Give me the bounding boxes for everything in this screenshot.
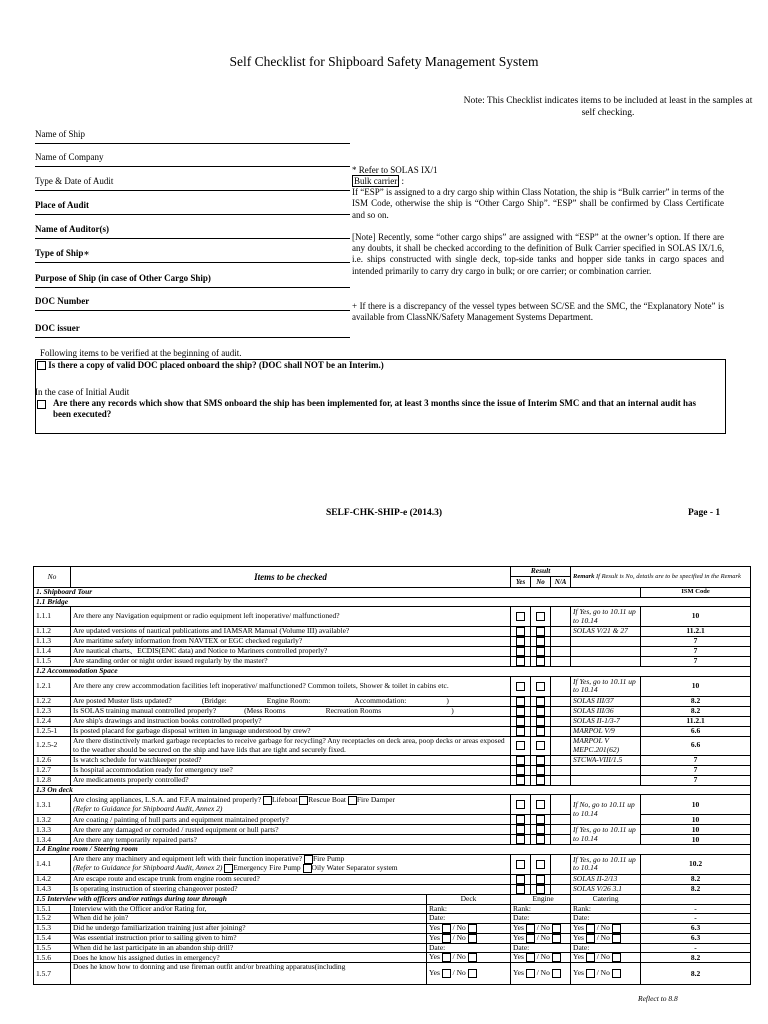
table-row: 1.5.3 Did he undergo familiarization training just after joining? Yes / No Yes / No Yes / No 6.3 — [34, 923, 751, 933]
table-row: 1.1.4 Are nautical charts、ECDIS(ENC data) and Notice to Mariners controlled properly? 7 — [34, 647, 751, 657]
yes-checkbox[interactable] — [516, 717, 525, 726]
no-checkbox[interactable] — [536, 815, 545, 824]
header-no: No — [34, 567, 71, 588]
field-place-of-audit[interactable]: Place of Audit — [35, 200, 350, 215]
table-row: 1.3.2 Are coating / painting of hull parts and equipment maintained properly? 10 — [34, 815, 751, 825]
field-name-of-auditors[interactable]: Name of Auditor(s) — [35, 224, 350, 239]
yes-checkbox[interactable] — [516, 815, 525, 824]
deck-no-checkbox[interactable] — [468, 934, 477, 943]
yes-checkbox[interactable] — [516, 612, 525, 621]
section-engine-room: 1.4 Engine room / Steering room — [34, 845, 751, 855]
no-checkbox[interactable] — [536, 756, 545, 765]
no-checkbox[interactable] — [536, 825, 545, 834]
catering-no-checkbox[interactable] — [612, 969, 621, 978]
section-on-deck: 1.3 On deck — [34, 785, 751, 795]
engine-yes-checkbox[interactable] — [526, 953, 535, 962]
initial-audit-label: In the case of Initial Audit — [35, 387, 130, 397]
refer-solas-note: * Refer to SOLAS IX/1 — [352, 165, 438, 175]
yes-checkbox[interactable] — [516, 800, 525, 809]
table-row: 1.4.1 Are there any machinery and equipment left with their function inoperative? Fire Pump (Refer to Guidance for Shipboard Audit, Annex 2) Emergency Fire Pump Oily Water Separator system If Yes, go to 10.11 up to 10.14 10.2 — [34, 854, 751, 874]
table-row: 1.4.3 Is operating instruction of steering changeover posted? SOLAS V/26 3.1 8.2 — [34, 884, 751, 894]
header-yes: Yes — [511, 576, 531, 587]
table-row: 1.3.4 Are there any temporarily repaired parts? 10 — [34, 835, 751, 845]
discrepancy-note: + If there is a discrepancy of the vessel types between SC/SE and the SMC, the “Explanatory Note” is available from ClassNK/Safety Management Systems Department. — [352, 301, 724, 323]
table-row: 1.5.4 Was essential instruction prior to sailing given to him? Yes / No Yes / No Yes / No 6.3 — [34, 933, 751, 943]
section-bridge: 1.1 Bridge — [34, 597, 751, 607]
catering-yes-checkbox[interactable] — [586, 934, 595, 943]
catering-yes-checkbox[interactable] — [586, 969, 595, 978]
bulk-carrier-text: If “ESP” is assigned to a dry cargo ship within Class Notation, the ship is “Bulk carrier” in terms of the ISM Code, otherwise the ship is “Other Cargo Ship”. “ESP” shall be confirmed by Class Certificate and so on. — [352, 187, 725, 220]
section-accommodation: 1.2 Accommodation Space — [34, 667, 751, 677]
header-remark: Remark If Result is No, details are to be specified in the Remark — [571, 567, 751, 588]
catering-no-checkbox[interactable] — [612, 924, 621, 933]
engine-no-checkbox[interactable] — [552, 934, 561, 943]
field-doc-number[interactable]: DOC Number — [35, 296, 350, 311]
table-row: 1.1.3 Are maritime safety information from NAVTEX or EGC checked regularly? 7 — [34, 637, 751, 647]
deck-no-checkbox[interactable] — [468, 924, 477, 933]
yes-checkbox[interactable] — [516, 825, 525, 834]
doc-copy-checkbox[interactable] — [37, 361, 46, 370]
lifeboat-checkbox[interactable] — [263, 796, 272, 805]
table-row: 1.1.5 Are standing order or night order issued regularly by the master? 7 — [34, 657, 751, 667]
deck-no-checkbox[interactable] — [468, 969, 477, 978]
header-items: Items to be checked — [71, 567, 511, 588]
no-checkbox[interactable] — [536, 697, 545, 706]
no-checkbox[interactable] — [536, 627, 545, 636]
table-row: 1.2.6 Is watch schedule for watchkeeper posted? STCWA-VIII/1.5 7 — [34, 755, 751, 765]
yes-checkbox[interactable] — [516, 885, 525, 894]
yes-checkbox[interactable] — [516, 727, 525, 736]
checklist-note: Note: This Checklist indicates items to be included at least in the samples at self checking. — [463, 96, 753, 118]
yes-checkbox[interactable] — [516, 697, 525, 706]
yes-checkbox[interactable] — [516, 682, 525, 691]
catering-no-checkbox[interactable] — [612, 934, 621, 943]
table-row: 1.2.3 Is SOLAS training manual controlled properly? (Mess Rooms Recreation Rooms ) SOLAS III/36 8.2 — [34, 706, 751, 716]
no-checkbox[interactable] — [536, 875, 545, 884]
engine-yes-checkbox[interactable] — [526, 924, 535, 933]
table-row: 1.2.5-1 Is posted placard for garbage disposal written in language understood by crew? MARPOL V/9 6.6 — [34, 726, 751, 736]
yes-checkbox[interactable] — [516, 875, 525, 884]
deck-yes-checkbox[interactable] — [442, 924, 451, 933]
table-row: 1.5.7 Does he know how to donning and use fireman outfit and/or breathing apparatus(including Yes / No Yes / No Yes / No 8.2 — [34, 963, 751, 985]
table-row: 1.2.5-2 Are there distinctively marked garbage receptacles to receive garbage for recycling? Any receptacles on deck area, poop decks or areas exposed to the weather should be secured on the ship and have lids that are tight and securely fixed. MARPOL V MEPC.201(62) 6.6 — [34, 736, 751, 755]
no-checkbox[interactable] — [536, 766, 545, 775]
field-type-date-of-audit[interactable]: Type & Date of Audit — [35, 176, 350, 191]
table-row: 1.5.2 When did he join? Date: Date: Date: - — [34, 914, 751, 924]
page-number: Page - 1 — [688, 508, 721, 518]
no-checkbox[interactable] — [536, 835, 545, 844]
yes-checkbox[interactable] — [516, 835, 525, 844]
table-row: 1.5.5 When did he last participate in an abandon ship drill? Date: Date: Date: - — [34, 943, 751, 953]
yes-checkbox[interactable] — [516, 766, 525, 775]
header-result: Result — [511, 567, 571, 577]
table-row: 1.3.1 Are closing appliances, L.S.A. and F.F.A maintained properly? Lifeboat Rescue Boat Fire Damper (Refer to Guidance for Shipboard Audit, Annex 2) If No, go to 10.11 up to 10.14 10 — [34, 795, 751, 815]
header-na: N/A — [551, 576, 571, 587]
no-checkbox[interactable] — [536, 800, 545, 809]
no-checkbox[interactable] — [536, 707, 545, 716]
bulk-carrier-label: Bulk carrier — [354, 176, 398, 186]
reflect-note: Reflect to 8.8 — [638, 994, 678, 1003]
field-name-of-company[interactable]: Name of Company — [35, 152, 350, 167]
no-checkbox[interactable] — [536, 727, 545, 736]
bulk-carrier-note: Bulk carrier : If “ESP” is assigned to a dry cargo ship within Class Notation, the ship is “Bulk carrier” in terms of the ISM Code, otherwise the ship is “Other Cargo Ship”. “ESP” shall be confirmed by Class Certificate and so on. — [352, 176, 725, 220]
table-row: 1.4.2 Are escape route and escape trunk from engine room secured? SOLAS II-2/13 8.2 — [34, 874, 751, 884]
no-checkbox[interactable] — [536, 637, 545, 646]
table-row: 1.2.7 Is hospital accommodation ready for emergency use? 7 — [34, 765, 751, 775]
engine-yes-checkbox[interactable] — [526, 934, 535, 943]
yes-checkbox[interactable] — [516, 776, 525, 785]
engine-no-checkbox[interactable] — [552, 924, 561, 933]
no-checkbox[interactable] — [536, 776, 545, 785]
yes-checkbox[interactable] — [516, 637, 525, 646]
table-row: 1.5.1 Interview with the Officer and/or Rating for, Rank: Rank: Rank: - — [34, 904, 751, 914]
table-row: 1.5.6 Does he know his assigned duties in emergency? Yes / No Yes / No Yes / No 8.2 — [34, 953, 751, 963]
catering-yes-checkbox[interactable] — [586, 924, 595, 933]
table-row: 1.2.2 Are posted Muster lists updated? (Bridge: Engine Room: Accommodation: ) SOLAS III/37 8.2 — [34, 696, 751, 706]
recent-note: [Note] Recently, some “other cargo ships” are assigned with “ESP” at the owner’s option. If there are any doubts, it shall be checked according to the definition of Bulk Carrier specified in SOLAS IX/1.6, i.e. ships constructed with single deck, top-side tanks and hopper side tanks in cargo spaces and intended primarily to carry dry cargo in bulk; or ore carrier; or combination carrier. — [352, 232, 724, 276]
yes-checkbox[interactable] — [516, 860, 525, 869]
table-row: 1.2.4 Are ship's drawings and instruction books controlled properly? SOLAS II-1/3-7 11.2.1 — [34, 716, 751, 726]
catering-yes-checkbox[interactable] — [586, 953, 595, 962]
engine-no-checkbox[interactable] — [552, 969, 561, 978]
sms-records-checkbox[interactable] — [37, 400, 46, 409]
yes-checkbox[interactable] — [516, 647, 525, 656]
no-checkbox[interactable] — [536, 612, 545, 621]
catering-no-checkbox[interactable] — [612, 953, 621, 962]
no-checkbox[interactable] — [536, 682, 545, 691]
yes-checkbox[interactable] — [516, 657, 525, 666]
field-type-of-ship[interactable]: Type of Ship∗ — [35, 248, 350, 263]
ism-code-header: ISM Code — [641, 588, 751, 598]
deck-yes-checkbox[interactable] — [442, 934, 451, 943]
no-checkbox[interactable] — [536, 885, 545, 894]
yes-checkbox[interactable] — [516, 741, 525, 750]
form-code: SELF-CHK-SHIP-e (2014.3) — [325, 508, 443, 518]
yes-checkbox[interactable] — [516, 756, 525, 765]
sms-records-question: Are there any records which show that SMS onboard the ship has been implemented for, at least 3 months since the issue of Interim SMC and that an internal audit has been executed? — [53, 398, 696, 419]
no-checkbox[interactable] — [536, 717, 545, 726]
no-checkbox[interactable] — [536, 657, 545, 666]
table-row: 1.1.1 Are there any Navigation equipment or radio equipment left inoperative/ malfunctioned? If Yes, go to 10.11 up to 10.14 10 — [34, 607, 751, 627]
page-title: Self Checklist for Shipboard Safety Management System — [229, 54, 539, 69]
interview-header-row: 1.5 Interview with officers and/or ratings during tour through Deck Engine Catering — [34, 894, 751, 904]
field-doc-issuer[interactable]: DOC issuer — [35, 323, 350, 338]
field-purpose-of-ship[interactable]: Purpose of Ship (in case of Other Cargo Ship) — [35, 273, 350, 288]
table-row: 1.1.2 Are updated versions of nautical publications and IAMSAR Manual (Volume III) available? SOLAS V/21 & 27 11.2.1 — [34, 627, 751, 637]
deck-yes-checkbox[interactable] — [442, 969, 451, 978]
section-shipboard-tour: 1. Shipboard Tour — [34, 588, 641, 598]
header-no-col: No — [531, 576, 551, 587]
deck-no-checkbox[interactable] — [468, 953, 477, 962]
emergency-fire-pump-checkbox[interactable] — [224, 864, 233, 873]
deck-yes-checkbox[interactable] — [442, 953, 451, 962]
doc-copy-question: Is there a copy of valid DOC placed onboard the ship? (DOC shall NOT be an Interim.) — [48, 360, 384, 370]
yes-checkbox[interactable] — [516, 627, 525, 636]
table-row: 1.2.1 Are there any crew accommodation facilities left inoperative/ malfunctioned? Common toilets, Shower & toilet in cabins etc. If Yes, go to 10.11 up to 10.14 10 — [34, 676, 751, 696]
rescue-boat-checkbox[interactable] — [299, 796, 308, 805]
field-name-of-ship[interactable]: Name of Ship — [35, 129, 350, 144]
no-checkbox[interactable] — [536, 647, 545, 656]
checklist-table — [33, 566, 751, 985]
oily-water-separator-checkbox[interactable] — [303, 864, 312, 873]
no-checkbox[interactable] — [536, 741, 545, 750]
audit-intro: Following items to be verified at the beginning of audit. — [40, 348, 242, 358]
engine-yes-checkbox[interactable] — [526, 969, 535, 978]
fire-damper-checkbox[interactable] — [348, 796, 357, 805]
no-checkbox[interactable] — [536, 860, 545, 869]
yes-checkbox[interactable] — [516, 707, 525, 716]
table-row: 1.2.8 Are medicaments properly controlled? 7 — [34, 775, 751, 785]
table-row: 1.3.3 Are there any damaged or corroded / rusted equipment or hull parts? If Yes, go to 10.11 up to 10.14 10 — [34, 825, 751, 835]
engine-no-checkbox[interactable] — [552, 953, 561, 962]
